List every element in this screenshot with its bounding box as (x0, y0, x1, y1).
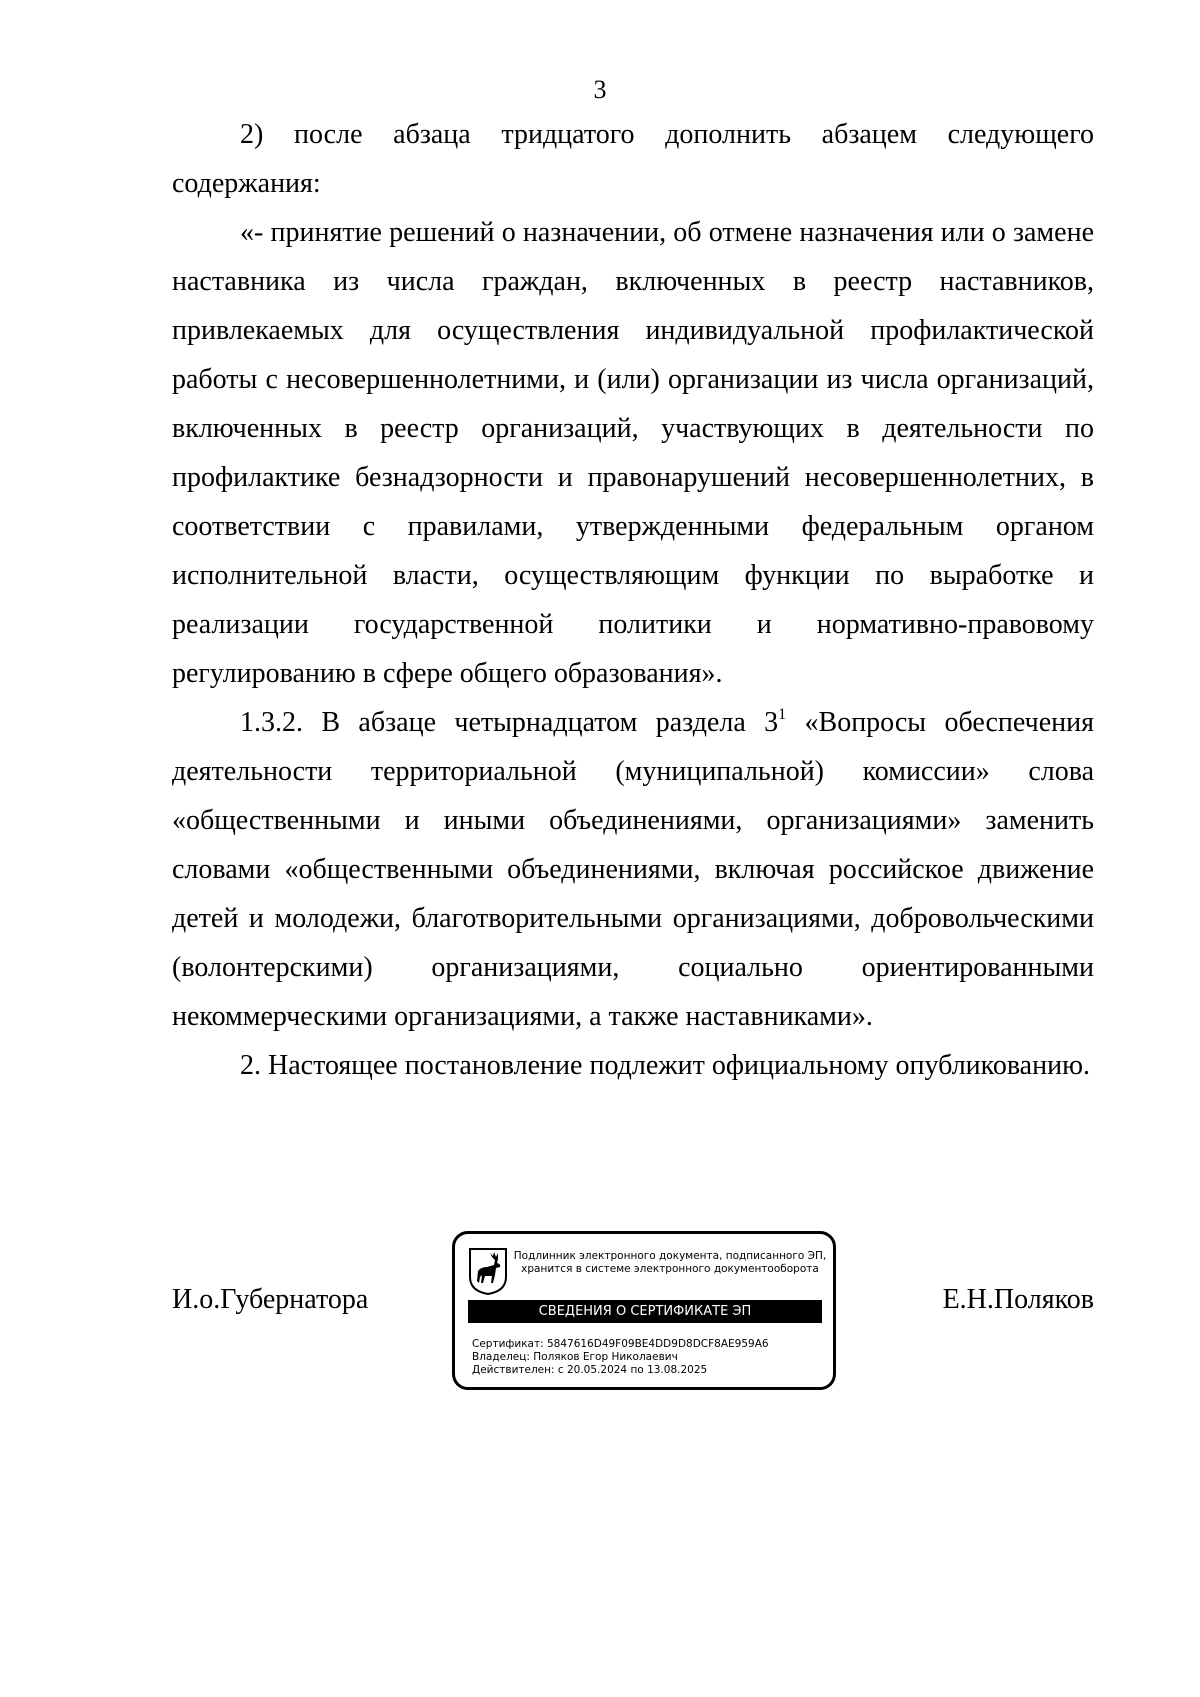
page-number: 3 (593, 75, 607, 104)
deer-emblem-icon (468, 1247, 508, 1295)
electronic-signature-stamp (452, 1231, 836, 1390)
paragraph-publication: 2. Настоящее постановление подлежит официальному опубликованию. (240, 1050, 1090, 1081)
stamp-notice-line-2: хранится в системе электронного документооборота (521, 1263, 819, 1275)
section-superscript: 1 (778, 706, 787, 723)
stamp-notice (511, 1250, 829, 1276)
paragraph-section-1-3-2 (172, 698, 1094, 1041)
certificate-number: Сертификат: 5847616D49F09BE4DD9D8DCF8AE959A6 (472, 1338, 769, 1350)
stamp-certificate-details (472, 1338, 769, 1377)
stamp-notice-line-1: Подлинник электронного документа, подписанного ЭП, (513, 1250, 827, 1262)
paragraph-amendment-intro: 2) после абзаца тридцатого дополнить абзацем следующего содержания: (172, 119, 1094, 199)
certificate-validity: Действителен: с 20.05.2024 по 13.08.2025 (472, 1364, 708, 1376)
signatory-role: И.о.Губернатора (172, 1284, 369, 1315)
signatory-name: Е.Н.Поляков (942, 1284, 1094, 1315)
paragraph-amendment-text: «- принятие решений о назначении, об отмене назначения или о замене наставника из числа граждан, включенных в реестр наставников, привлекаемых для осуществления индивидуальной профилактической работы с несовершеннолетними, и (или) организации из числа организаций, включенных в реестр организаций, участвующих в деятельности по профилактике безнадзорности и правонарушений несовершеннолетних, в соответствии с правилами, утвержденными федеральным органом исполнительной власти, осуществляющим функции по выработке и реализации государственной политики и нормативно-правовому регулированию в сфере общего образования». (172, 217, 1094, 689)
paragraph-part-before: 1.3.2. В абзаце четырнадцатом раздела 3 (240, 707, 779, 738)
document-body (172, 110, 1094, 1090)
paragraph-part-after: «Вопросы обеспечения деятельности территориальной (муниципальной) комиссии» слова «общественными и иными объединениями, организациями» заменить словами «общественными объединениями, включая российское движение детей и молодежи, благотворительными организациями, добровольческими (волонтерскими) организациями, социально ориентированными некоммерческими организациями, а также наставниками». (172, 707, 1094, 1032)
stamp-certificate-header: СВЕДЕНИЯ О СЕРТИФИКАТЕ ЭП (468, 1300, 822, 1323)
certificate-owner: Владелец: Поляков Егор Николаевич (472, 1351, 678, 1363)
